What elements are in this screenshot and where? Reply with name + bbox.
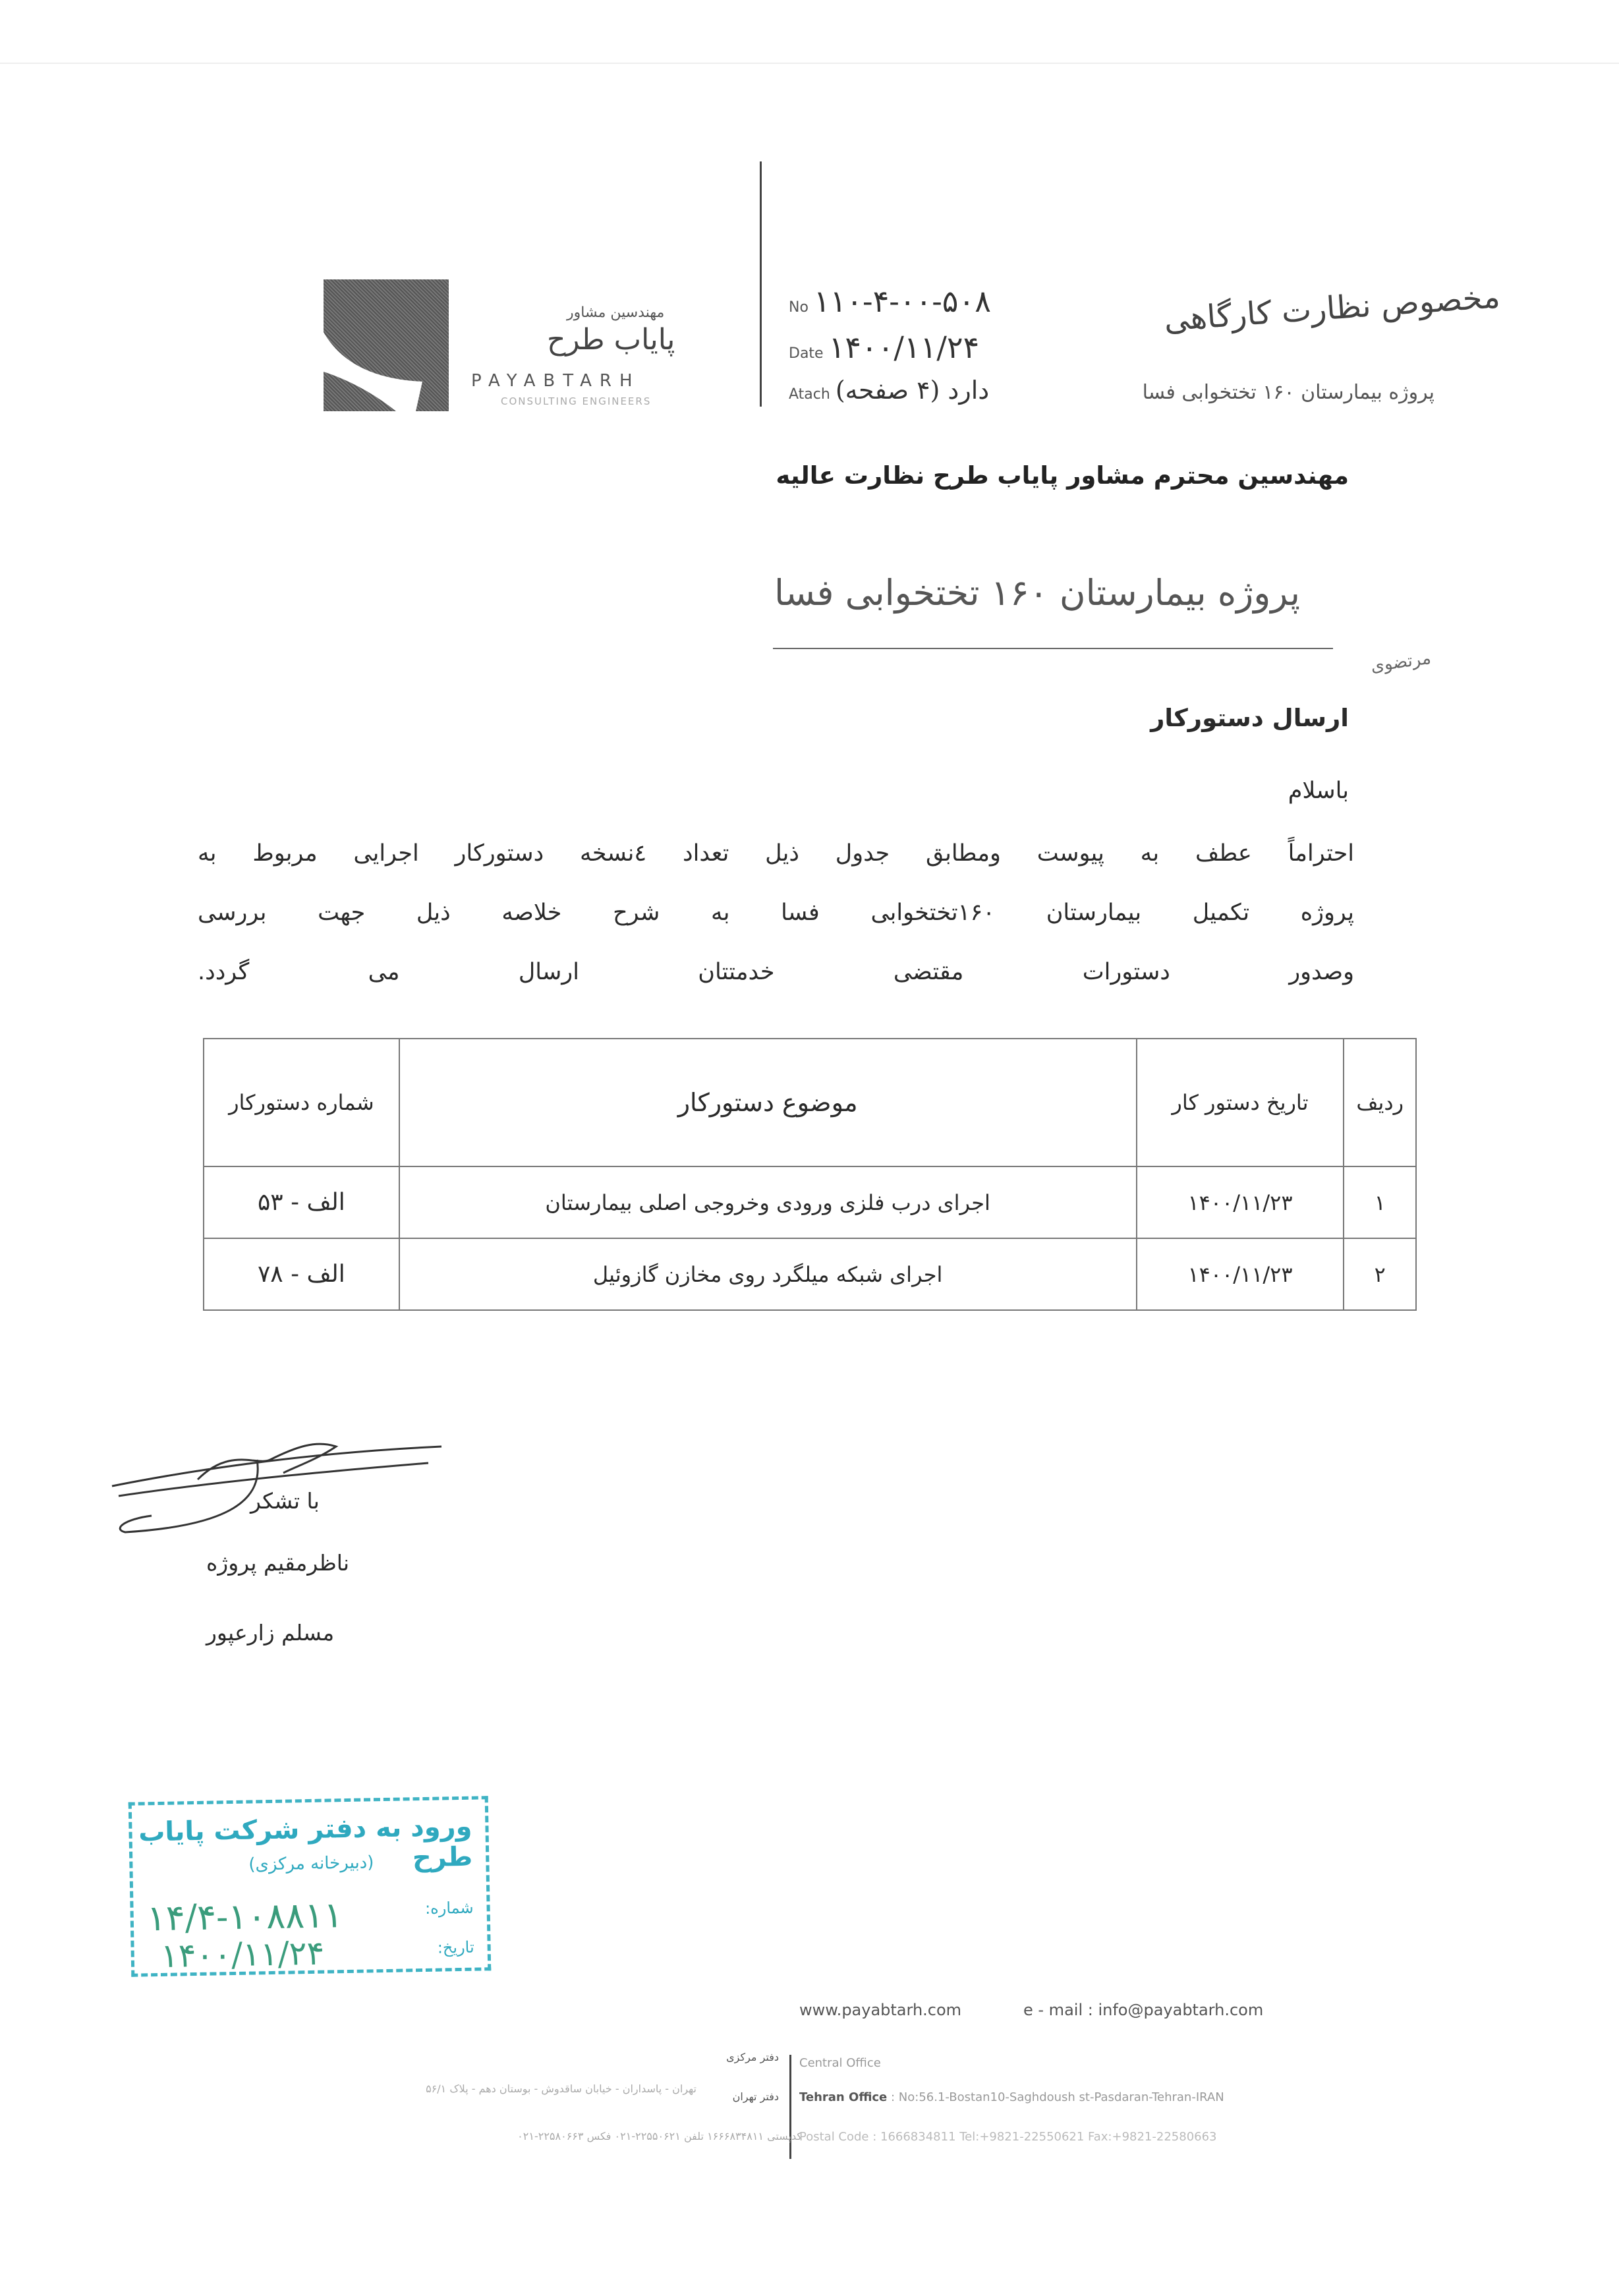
stamp-date-value: ۱۴۰۰/۱۱/۲۴	[160, 1934, 325, 1975]
stamp-title: ورود به دفتر شرکت پایاب طرح	[138, 1811, 473, 1874]
signer-role: ناظرمقیم پروژه	[206, 1550, 350, 1576]
tehran-address-fa: تهران - پاسداران - خیابان ساقدوش - بوستان دهم - پلاک ۵۶/۱	[426, 2082, 696, 2095]
row-date: ۱۴۰۰/۱۱/۲۳	[1137, 1166, 1344, 1238]
footer-website[interactable]: www.payabtarh.com	[799, 2001, 962, 2019]
row-date: ۱۴۰۰/۱۱/۲۳	[1137, 1238, 1344, 1310]
greeting: باسلام	[1288, 778, 1349, 804]
row-subject: اجرای شبکه میلگرد روی مخازن گازوئیل	[399, 1238, 1137, 1310]
logo-subtitle: مهندسین مشاور	[567, 304, 665, 321]
stamp-number-value: ۱۴/۴-۱۰۸۸۱۱	[146, 1894, 343, 1939]
date-value: ۱۴۰۰/۱۱/۲۴	[828, 330, 980, 365]
document-title: مخصوص نظارت کارگاهی	[1162, 278, 1502, 339]
central-office-label-fa: دفتر مرکزی	[726, 2051, 779, 2063]
tehran-address: : No:56.1-Bostan10-Saghdoush st-Pasdaran-Tehran-IRAN	[891, 2090, 1224, 2104]
footer-divider	[789, 2055, 791, 2159]
logo-tagline: CONSULTING ENGINEERS	[501, 395, 652, 407]
row-number: الف - ۷۸	[204, 1238, 399, 1310]
no-label: No	[789, 299, 809, 316]
closing-thanks: با تشکر	[250, 1488, 320, 1514]
stamp-subtitle: (دبیرخانه مرکزی)	[248, 1852, 374, 1875]
paragraph-line: احتراماً عطف به پیوست ومطابق جدول ذیل تعداد ٤نسخه دستورکار اجرایی مربوط به	[198, 840, 1354, 867]
header-number: شماره دستورکار	[204, 1039, 399, 1166]
footer-email[interactable]: e - mail : info@payabtarh.com	[1023, 2001, 1264, 2019]
paragraph-line: پروژه تکمیل بیمارستان ۱۶۰تختخوابی فسا به شرح خلاصه ذیل جهت بررسی	[198, 900, 1354, 926]
postal-fa: کدپستی ۱۶۶۶۸۳۴۸۱۱ تلفن ۲۲۵۵۰۶۲۱-۰۲۱ فکس ۲۲۵۸۰۶۶۳-۰۲۱	[517, 2130, 802, 2142]
tehran-office-label-fa: دفتر تهران	[732, 2090, 779, 2103]
stamp-number-label: شماره:	[424, 1898, 474, 1918]
addressee: مهندسین محترم مشاور پایاب طرح نظارت عالیه	[776, 461, 1349, 490]
header-date: تاریخ دستور کار	[1137, 1039, 1344, 1166]
subject: ارسال دستورکار	[1150, 704, 1349, 732]
header-subject: موضوع دستورکار	[399, 1039, 1137, 1166]
table-row	[204, 1166, 1416, 1238]
header-divider	[760, 161, 762, 407]
row-index: ۱	[1344, 1166, 1416, 1238]
project-line: پروژه بیمارستان ۱۶۰ تختخوابی فسا	[1142, 381, 1434, 404]
no-value: ۱۱۰-۴-۰۰-۵۰۸	[813, 283, 991, 319]
header-index: ردیف	[1344, 1039, 1416, 1166]
central-office-label: Central Office	[799, 2056, 881, 2070]
tehran-office-label: Tehran Office	[799, 2090, 888, 2104]
letter-number	[789, 283, 991, 319]
letter-attachment	[789, 376, 989, 405]
table-header-row	[204, 1039, 1416, 1166]
project-underline	[773, 648, 1333, 649]
work-orders-table	[203, 1038, 1417, 1311]
tehran-office	[799, 2090, 1224, 2104]
margin-note: مرتضوی	[1369, 648, 1433, 677]
stamp-date-label: تاریخ:	[437, 1937, 474, 1957]
row-number: الف - ۵۳	[204, 1166, 399, 1238]
project-handwritten: پروژه بیمارستان ۱۶۰ تختخوابی فسا	[774, 572, 1301, 614]
logo-name-fa: پایاب طرح	[547, 323, 675, 357]
attach-label: Atach	[789, 386, 830, 403]
letter-date	[789, 330, 979, 365]
received-stamp	[128, 1796, 492, 1976]
row-subject: اجرای درب فلزی ورودی وخروجی اصلی بیمارستان	[399, 1166, 1137, 1238]
attach-value: دارد (۴ صفحه)	[835, 376, 990, 405]
signature-icon	[99, 1407, 455, 1539]
row-index: ۲	[1344, 1238, 1416, 1310]
signer-name: مسلم زارعپور	[206, 1620, 335, 1646]
payabtarh-logo-icon	[324, 279, 449, 411]
scan-edge	[0, 63, 1619, 64]
postal-info: Postal Code : 1666834811 Tel:+9821-22550621 Fax:+9821-22580663	[799, 2130, 1217, 2144]
date-label: Date	[789, 345, 824, 362]
table-row	[204, 1238, 1416, 1310]
paragraph-line: وصدور دستورات مقتضی خدمتتان ارسال می گردد.	[198, 959, 1354, 985]
logo-name-en: PAYABTARH	[471, 371, 640, 391]
